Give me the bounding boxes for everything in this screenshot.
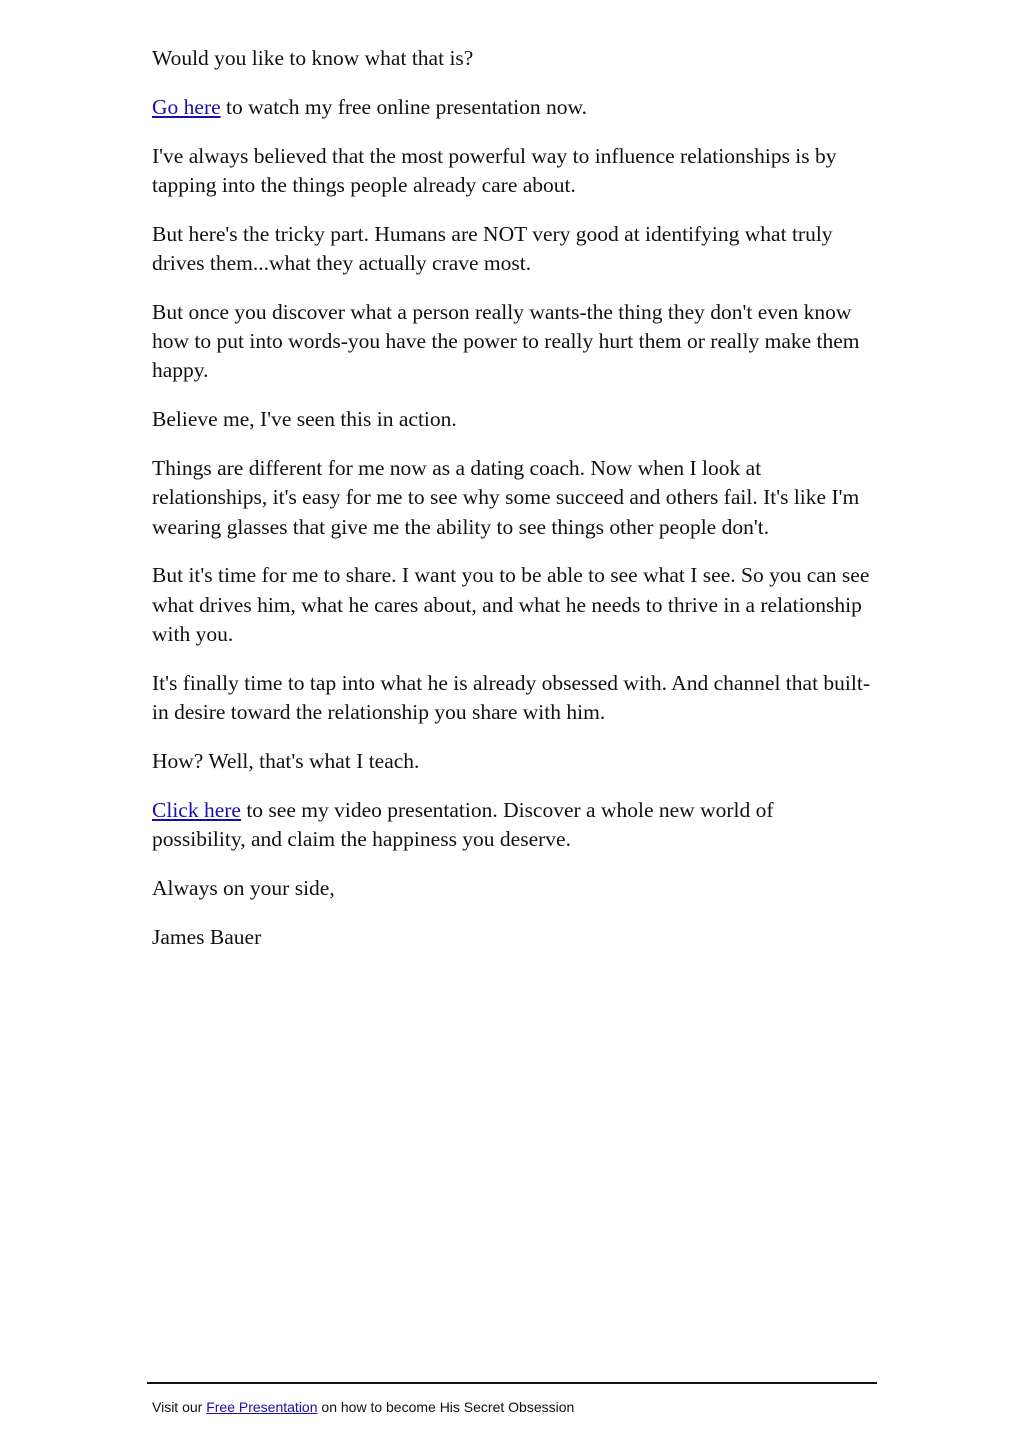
paragraph-influence: I've always believed that the most powerful way to influence relationships is by tapping into the things people already care about. [152,143,837,197]
paragraph-click-here [152,796,872,855]
paragraph-go-here [152,93,872,122]
paragraph-how: How? Well, that's what I teach. [152,748,420,773]
paragraph-obsessed: It's finally time to tap into what he is already obsessed with. And channel that built-in desire toward the relationship you share with him. [152,670,871,725]
free-presentation-link[interactable]: Free Presentation [206,1399,318,1415]
paragraph-discover: But once you discover what a person really wants-the thing they don't even know how to put into words-you have the power to really hurt them or really make them happy. [152,299,860,383]
footer-suffix: on how to become His Secret Obsession [317,1399,575,1415]
page-footer [152,1398,574,1416]
paragraph-tricky-part: But here's the tricky part. Humans are NOT very good at identifying what truly drives them...what they actually crave most. [152,221,833,275]
footer-divider [147,1382,877,1384]
signoff: Always on your side, [152,875,335,900]
paragraph-dating-coach: Things are different for me now as a dating coach. Now when I look at relationships, it's easy for me to see why some succeed and others fail. It's like I'm wearing glasses that give me the ability to see things other people don't. [152,455,860,539]
footer-prefix: Visit our [152,1399,207,1415]
paragraph-believe-me: Believe me, I've seen this in action. [152,407,457,432]
click-here-link[interactable]: Click here [152,797,241,822]
signature-name: James Bauer [152,924,262,949]
go-here-text: to watch my free online presentation now. [220,94,588,119]
click-here-text: to see my video presentation. Discover a whole new world of possibility, and claim the happiness you deserve. [152,797,774,851]
paragraph-share: But it's time for me to share. I want you to be able to see what I see. So you can see what drives him, what he cares about, and what he needs to thrive in a relationship with you. [152,563,870,646]
go-here-link[interactable]: Go here [152,94,221,119]
letter-body [152,44,872,971]
paragraph-question: Would you like to know what that is? [152,46,474,70]
